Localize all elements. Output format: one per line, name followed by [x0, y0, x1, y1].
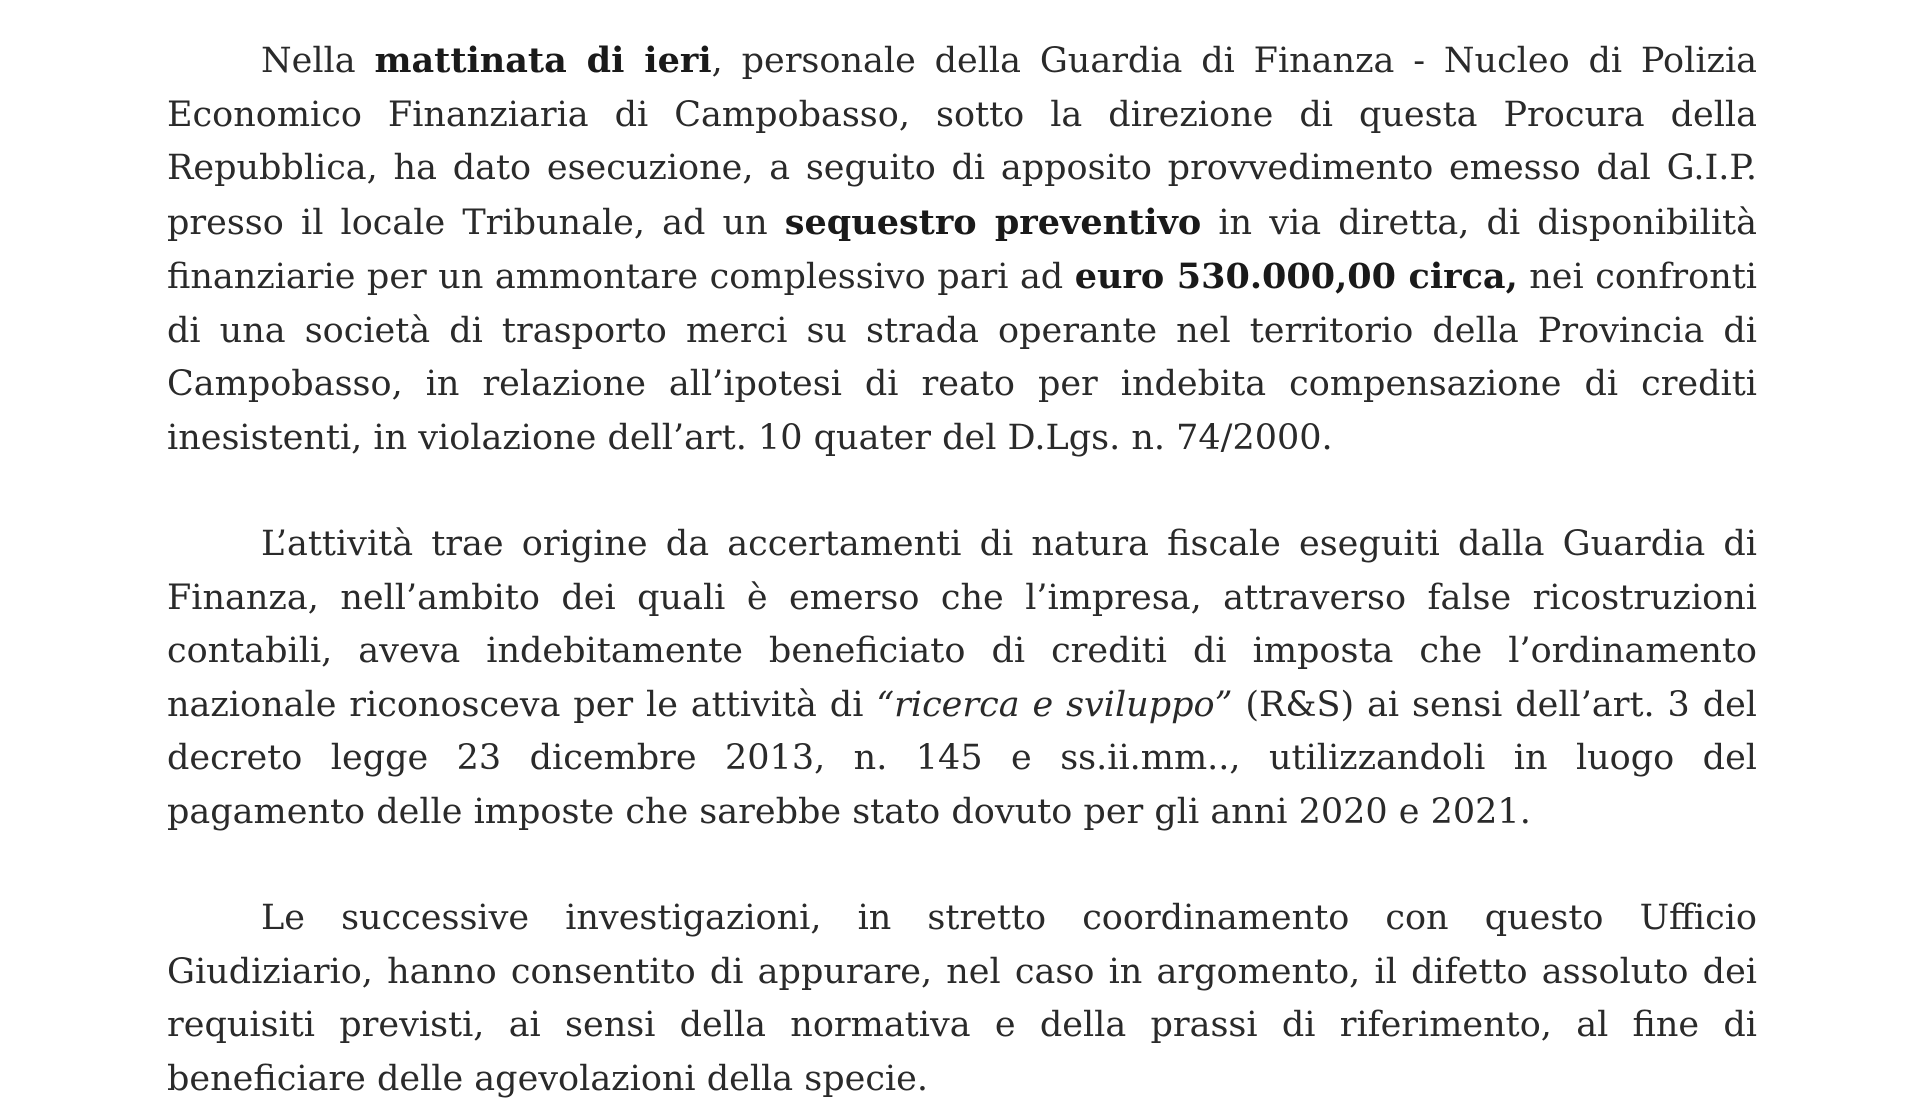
text-span: Le successive investigazioni, in stretto coordinamento con questo Ufficio Giudiziario, hanno consentito di appurare, nel caso in argomento, il difetto assoluto dei requisiti previsti, ai sensi della normativa e della prassi di riferimento, al fine di beneficiare delle agevolazioni della specie. — [167, 898, 1757, 1099]
paragraph-2 — [167, 518, 1757, 839]
paragraph-1 — [167, 34, 1757, 465]
document-body — [167, 34, 1757, 1106]
bold-text: mattinata di ieri — [374, 40, 712, 81]
text-span: in via diretta, di disponibilità finanziarie per un ammontare complessivo pari ad — [167, 202, 1757, 297]
italic-text: “ricerca e sviluppo” — [876, 684, 1233, 725]
text-span: L’attività trae origine da accertamenti di natura fiscale eseguiti dalla Guardia di Finanza, nell’ambito dei quali è emerso che l’impresa, attraverso false ricostruzioni contabili, aveva indebitamente beneficiato di crediti di imposta che l’ordinamento nazionale riconosceva per le attività di — [167, 524, 1757, 725]
text-span: (R&S) ai sensi dell’art. 3 del decreto legge 23 dicembre 2013, n. 145 e ss.ii.mm.., utilizzandoli in luogo del pagamento delle imposte che sarebbe stato dovuto per gli anni 2020 e 2021. — [167, 684, 1757, 832]
text-span: , personale della Guardia di Finanza - Nucleo di Polizia Economico Finanziaria di Campobasso, sotto la direzione di questa Procura della Repubblica, ha dato esecuzione, a seguito di apposito provvedimento emesso dal G.I.P. presso il locale Tribunale, ad un — [167, 41, 1758, 243]
text-span: nei confronti di una società di trasporto merci su strada operante nel territorio della Provincia di Campobasso, in relazione all’ipotesi di reato per indebita compensazione di crediti inesistenti, in violazione dell’art. 10 quater del D.Lgs. n. 74/2000. — [167, 257, 1757, 458]
bold-text: sequestro preventivo — [784, 201, 1202, 243]
bold-text: euro 530.000,00 circa, — [1074, 256, 1518, 297]
paragraph-3 — [167, 892, 1757, 1106]
text-span: Nella — [261, 41, 375, 81]
